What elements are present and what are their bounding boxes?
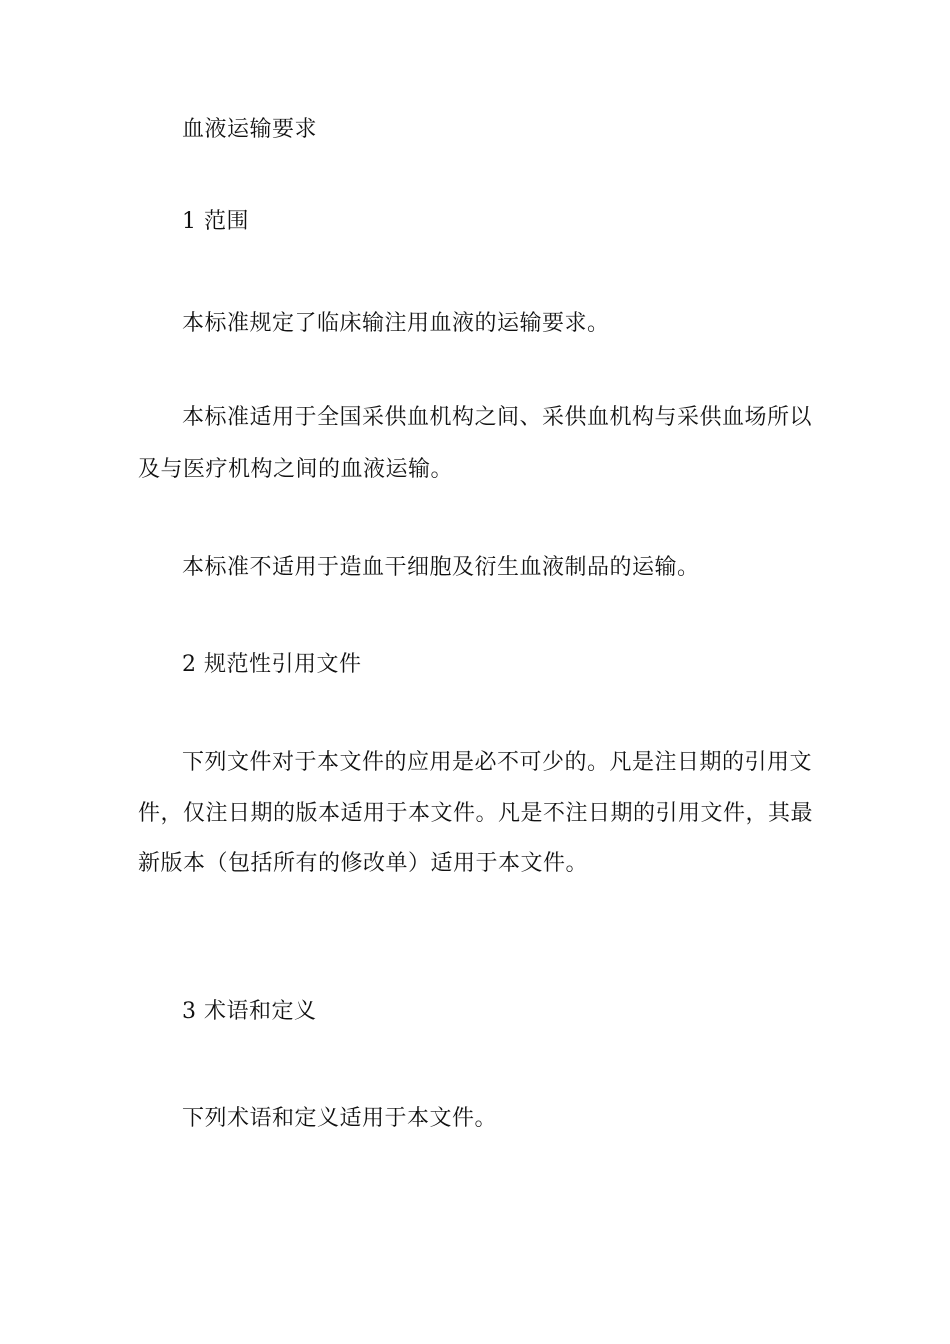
section-1-heading: 1 范围 [182, 209, 249, 234]
document-title: 血液运输要求 [182, 117, 318, 142]
section-2-paragraph-line-2: 件，仅注日期的版本适用于本文件。凡是不注日期的引用文件，其最 [138, 801, 814, 826]
section-2-paragraph-line-1: 下列文件对于本文件的应用是必不可少的。凡是注日期的引用文 [182, 750, 813, 775]
section-2-heading: 2 规范性引用文件 [182, 652, 362, 677]
section-2-paragraph-line-3: 新版本（包括所有的修改单）适用于本文件。 [138, 851, 589, 876]
section-1-paragraph-2-line-2: 及与医疗机构之间的血液运输。 [138, 457, 454, 482]
section-3-paragraph-1: 下列术语和定义适用于本文件。 [182, 1106, 498, 1131]
section-1-paragraph-2-line-1: 本标准适用于全国采供血机构之间、采供血机构与采供血场所以 [182, 405, 813, 430]
section-1-paragraph-1: 本标准规定了临床输注用血液的运输要求。 [182, 311, 610, 336]
section-1-paragraph-3: 本标准不适用于造血干细胞及衍生血液制品的运输。 [182, 555, 700, 580]
section-3-heading: 3 术语和定义 [182, 999, 317, 1024]
